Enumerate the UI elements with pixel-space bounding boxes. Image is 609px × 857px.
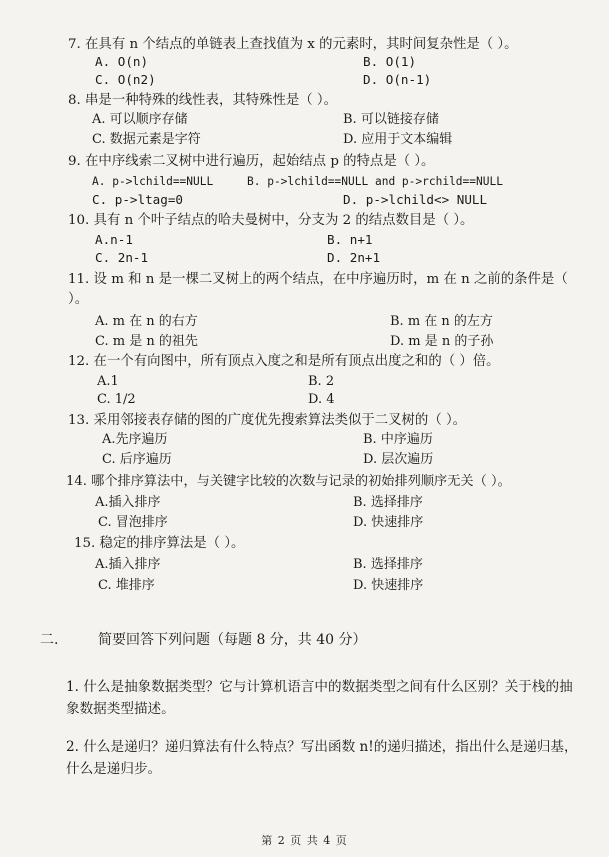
q14-option-a: A.插入排序 [95, 495, 161, 510]
question-7: 7. 在具有 n 个结点的单链表上查找值为 x 的元素时，其时间复杂性是（ ）。 [68, 37, 518, 52]
q15-option-b: B. 选择排序 [353, 557, 423, 572]
page-footer: 第 2 页 共 4 页 [261, 834, 348, 847]
q15-option-a: A.插入排序 [95, 557, 161, 572]
q14-option-b: B. 选择排序 [353, 495, 423, 510]
q11-option-a: A. m 在 n 的右方 [95, 314, 198, 329]
q15-option-c: C. 堆排序 [98, 578, 155, 593]
section-2-title: 简要回答下列问题（每题 8 分，共 40 分） [98, 632, 367, 648]
q14-option-d: D. 快速排序 [353, 515, 424, 530]
q9-option-b: B. p->lchild==NULL and p->rchild==NULL [247, 175, 503, 188]
q13-option-c: C. 后序遍历 [102, 452, 172, 467]
q7-option-b: B. O(1) [363, 54, 417, 69]
q12-option-b: B. 2 [308, 374, 335, 389]
q13-option-d: D. 层次遍历 [363, 452, 434, 467]
q11-option-c: C. m 是 n 的祖先 [95, 334, 198, 349]
question-10: 10. 具有 n 个叶子结点的哈夫曼树中，分支为 2 的结点数目是（ ）。 [68, 213, 474, 228]
q7-option-d: D. O(n-1) [363, 72, 432, 87]
question-8: 8. 串是一种特殊的线性表，其特殊性是（ ）。 [68, 93, 338, 108]
q13-option-b: B. 中序遍历 [363, 432, 433, 447]
q12-option-a: A.1 [97, 374, 119, 389]
q11-option-d: D. m 是 n 的子孙 [390, 334, 494, 349]
q14-option-c: C. 冒泡排序 [98, 515, 168, 530]
q12-option-c: C. 1/2 [97, 392, 136, 407]
section-2-heading [40, 631, 367, 649]
q9-option-a: A. p->lchild==NULL [92, 175, 214, 188]
question-11: 11. 设 m 和 n 是一棵二叉树上的两个结点，在中序遍历时，m 在 n 之前的条件是（ ）。 [68, 272, 568, 307]
q15-option-d: D. 快速排序 [353, 578, 424, 593]
q7-option-a: A. O(n) [95, 54, 149, 69]
q8-option-d: D. 应用于文本编辑 [343, 132, 453, 147]
q8-option-b: B. 可以链接存储 [343, 112, 439, 127]
section-2-number: 二. [40, 632, 59, 648]
q10-option-c: C. 2n-1 [95, 250, 149, 265]
question-9: 9. 在中序线索二叉树中进行遍历，起始结点 p 的特点是（ ）。 [68, 154, 435, 169]
q10-option-a: A.n-1 [95, 232, 133, 247]
q10-option-b: B. n+1 [327, 232, 373, 247]
short-answer-2: 2. 什么是递归？递归算法有什么特点？写出函数 n!的递归描述，指出什么是递归基，什么是递归步。 [66, 739, 578, 777]
q12-option-d: D. 4 [308, 392, 335, 407]
q9-option-d: D. p->lchild<> NULL [343, 192, 488, 207]
q13-option-a: A.先序遍历 [102, 432, 168, 447]
q7-option-c: C. O(n2) [95, 72, 156, 87]
question-14: 14. 哪个排序算法中，与关键字比较的次数与记录的初始排列顺序无关（ ）。 [66, 474, 511, 489]
q9-option-c: C. p->ltag=0 [92, 192, 183, 207]
q8-option-a: A. 可以顺序存储 [92, 112, 188, 127]
question-15: 15. 稳定的排序算法是（ ）。 [74, 536, 245, 551]
question-13: 13. 采用邻接表存储的图的广度优先搜索算法类似于二叉树的（ ）。 [68, 413, 467, 428]
q8-option-c: C. 数据元素是字符 [92, 132, 201, 147]
q10-option-d: D. 2n+1 [327, 250, 381, 265]
question-12: 12. 在一个有向图中，所有顶点入度之和是所有顶点出度之和的（ ）倍。 [68, 354, 500, 369]
q11-option-b: B. m 在 n 的左方 [390, 314, 493, 329]
short-answer-1: 1. 什么是抽象数据类型？它与计算机语言中的数据类型之间有什么区别？关于栈的抽象数据类型描述。 [66, 679, 573, 717]
